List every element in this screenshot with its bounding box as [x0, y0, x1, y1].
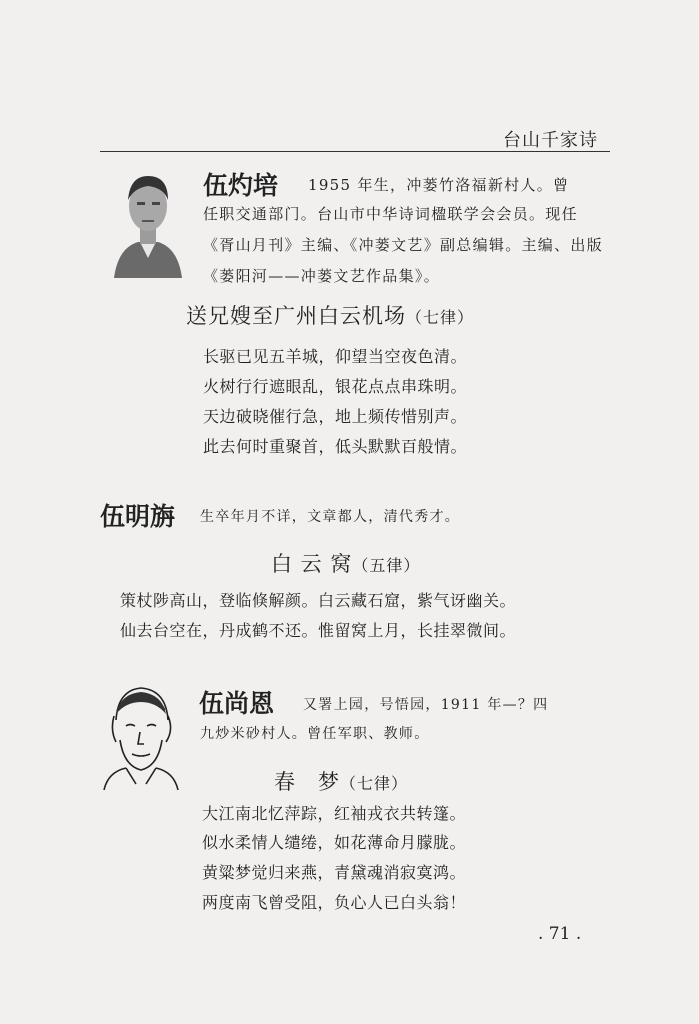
poem-form-3: （七律）: [340, 774, 409, 793]
author-bio-1-first: 1955 年生，冲蒌竹洛福新村人。曾: [308, 176, 570, 194]
poem-line: 似水柔情人缱绻，如花薄命月朦胧。: [202, 833, 467, 852]
author-name-1: 伍灼培: [203, 171, 279, 200]
poem-title-2-text: 白 云 窝: [271, 552, 353, 576]
poem-line: 策杖陟高山，登临倏解颜。白云藏石窟，紫气讶幽关。: [120, 591, 517, 610]
author-name-3: 伍尚恩: [199, 689, 275, 718]
portrait-sketch-3: [96, 680, 186, 792]
poem-form-1: （七律）: [406, 308, 475, 327]
author-bio-3: 九炒米砂村人。曾任军职、教师。: [200, 726, 430, 742]
portrait-photo-1: [112, 162, 184, 278]
poem-title-1-text: 送兄嫂至广州白云机场: [186, 304, 406, 328]
poem-title-2: [271, 548, 420, 578]
poem-line: 黄粱梦觉归来燕，青黛魂消寂寞鸿。: [202, 863, 467, 882]
author-name-2: 伍明旃: [100, 502, 176, 531]
author-bio-2: 生卒年月不详，文章都人，清代秀才。: [200, 509, 461, 525]
poem-line: 两度南飞曾受阻，负心人已白头翁！: [202, 893, 467, 912]
running-header: 台山千家诗: [503, 130, 598, 151]
poem-title-3-text: 春 梦: [274, 770, 340, 794]
author-bio-3-first: 又署上园，号悟园，1911 年—？四: [303, 697, 549, 713]
page-number: . 71 .: [538, 924, 582, 944]
poem-line: 此去何时重聚首，低头默默百般情。: [203, 437, 468, 456]
poem-form-2: （五律）: [352, 556, 421, 575]
poem-title-3: [274, 766, 408, 796]
poem-line: 仙去台空在，丹成鹤不还。惟留窝上月，长挂翠微间。: [120, 621, 517, 640]
poem-line: 大江南北忆萍踪，红袖戎衣共转篷。: [202, 804, 467, 823]
poem-title-1: [186, 300, 474, 330]
poem-line: 天边破晓催行急，地上频传惜别声。: [203, 407, 468, 426]
header-rule: [100, 151, 610, 152]
author-bio-1: 任职交通部门。台山市中华诗词楹联学会会员。现任《胥山月刊》主编、《冲蒌文艺》副总编辑。主编、出版《蒌阳河——冲蒌文艺作品集》。: [203, 205, 604, 285]
poem-line: 火树行行遮眼乱，银花点点串珠明。: [203, 377, 468, 396]
poem-line: 长驱已见五羊城，仰望当空夜色清。: [203, 347, 468, 366]
